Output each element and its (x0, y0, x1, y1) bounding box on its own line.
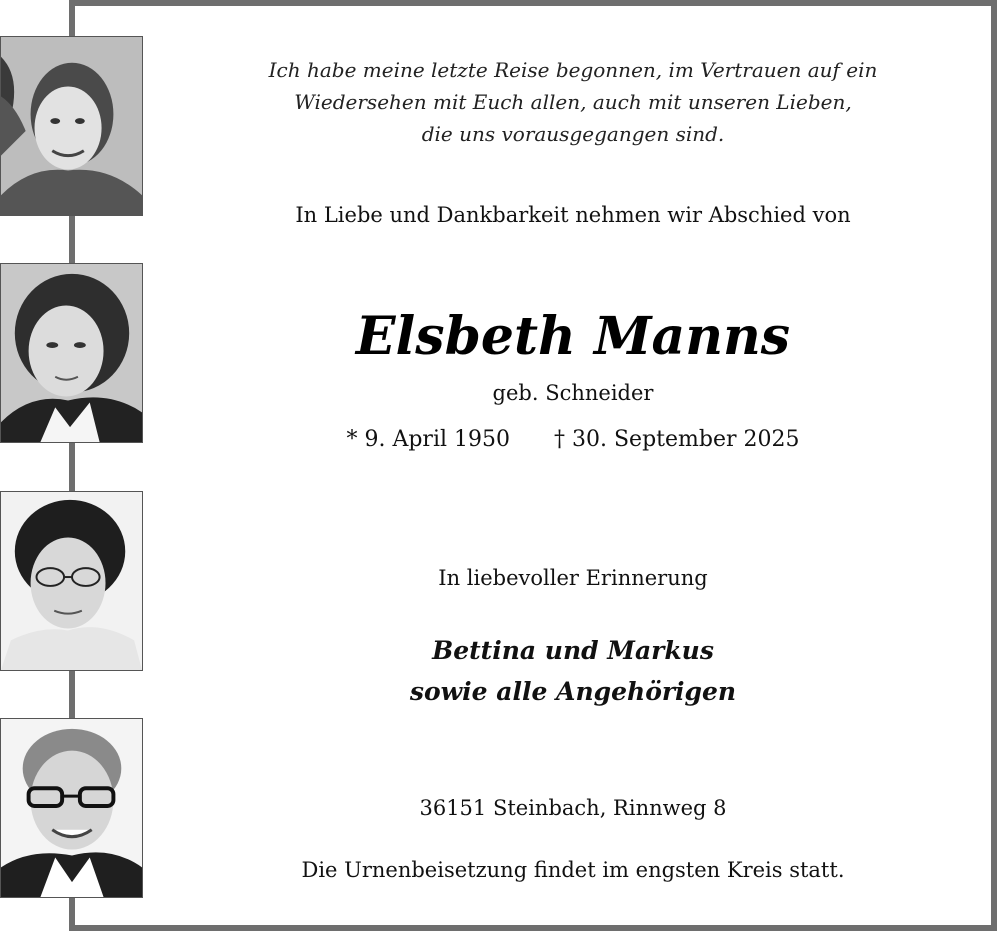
verse-line: die uns vorausgegangen sind. (421, 122, 725, 146)
life-dates (146, 424, 1000, 456)
mourner-line: sowie alle Angehörigen (409, 677, 737, 706)
portrait-photo-older-woman (0, 718, 143, 898)
mourners-block (146, 630, 1000, 712)
maiden-name: geb. Schneider (492, 381, 654, 405)
death-date: † 30. September 2025 (554, 427, 800, 452)
verse-line: Wiedersehen mit Euch allen, auch mit unseren Lieben, (294, 90, 852, 114)
birth-date: * 9. April 1950 (346, 427, 511, 452)
verse-line: Ich habe meine letzte Reise begonnen, im Vertrauen auf ein (268, 58, 878, 82)
mourner-line: Bettina und Markus (432, 636, 714, 665)
funeral-notice: Die Urnenbeisetzung findet im engsten Kreis statt. (301, 858, 845, 882)
portrait-photo-child (0, 36, 143, 216)
portrait-photo-young-woman (0, 263, 143, 443)
deceased-name: Elsbeth Manns (355, 306, 791, 367)
intro-line: In Liebe und Dankbarkeit nehmen wir Abschied von (295, 203, 851, 227)
address-line: 36151 Steinbach, Rinnweg 8 (419, 796, 727, 820)
verse-quote (146, 54, 1000, 150)
portrait-photo-woman-glasses (0, 491, 143, 671)
memory-line: In liebevoller Erinnerung (438, 566, 708, 590)
